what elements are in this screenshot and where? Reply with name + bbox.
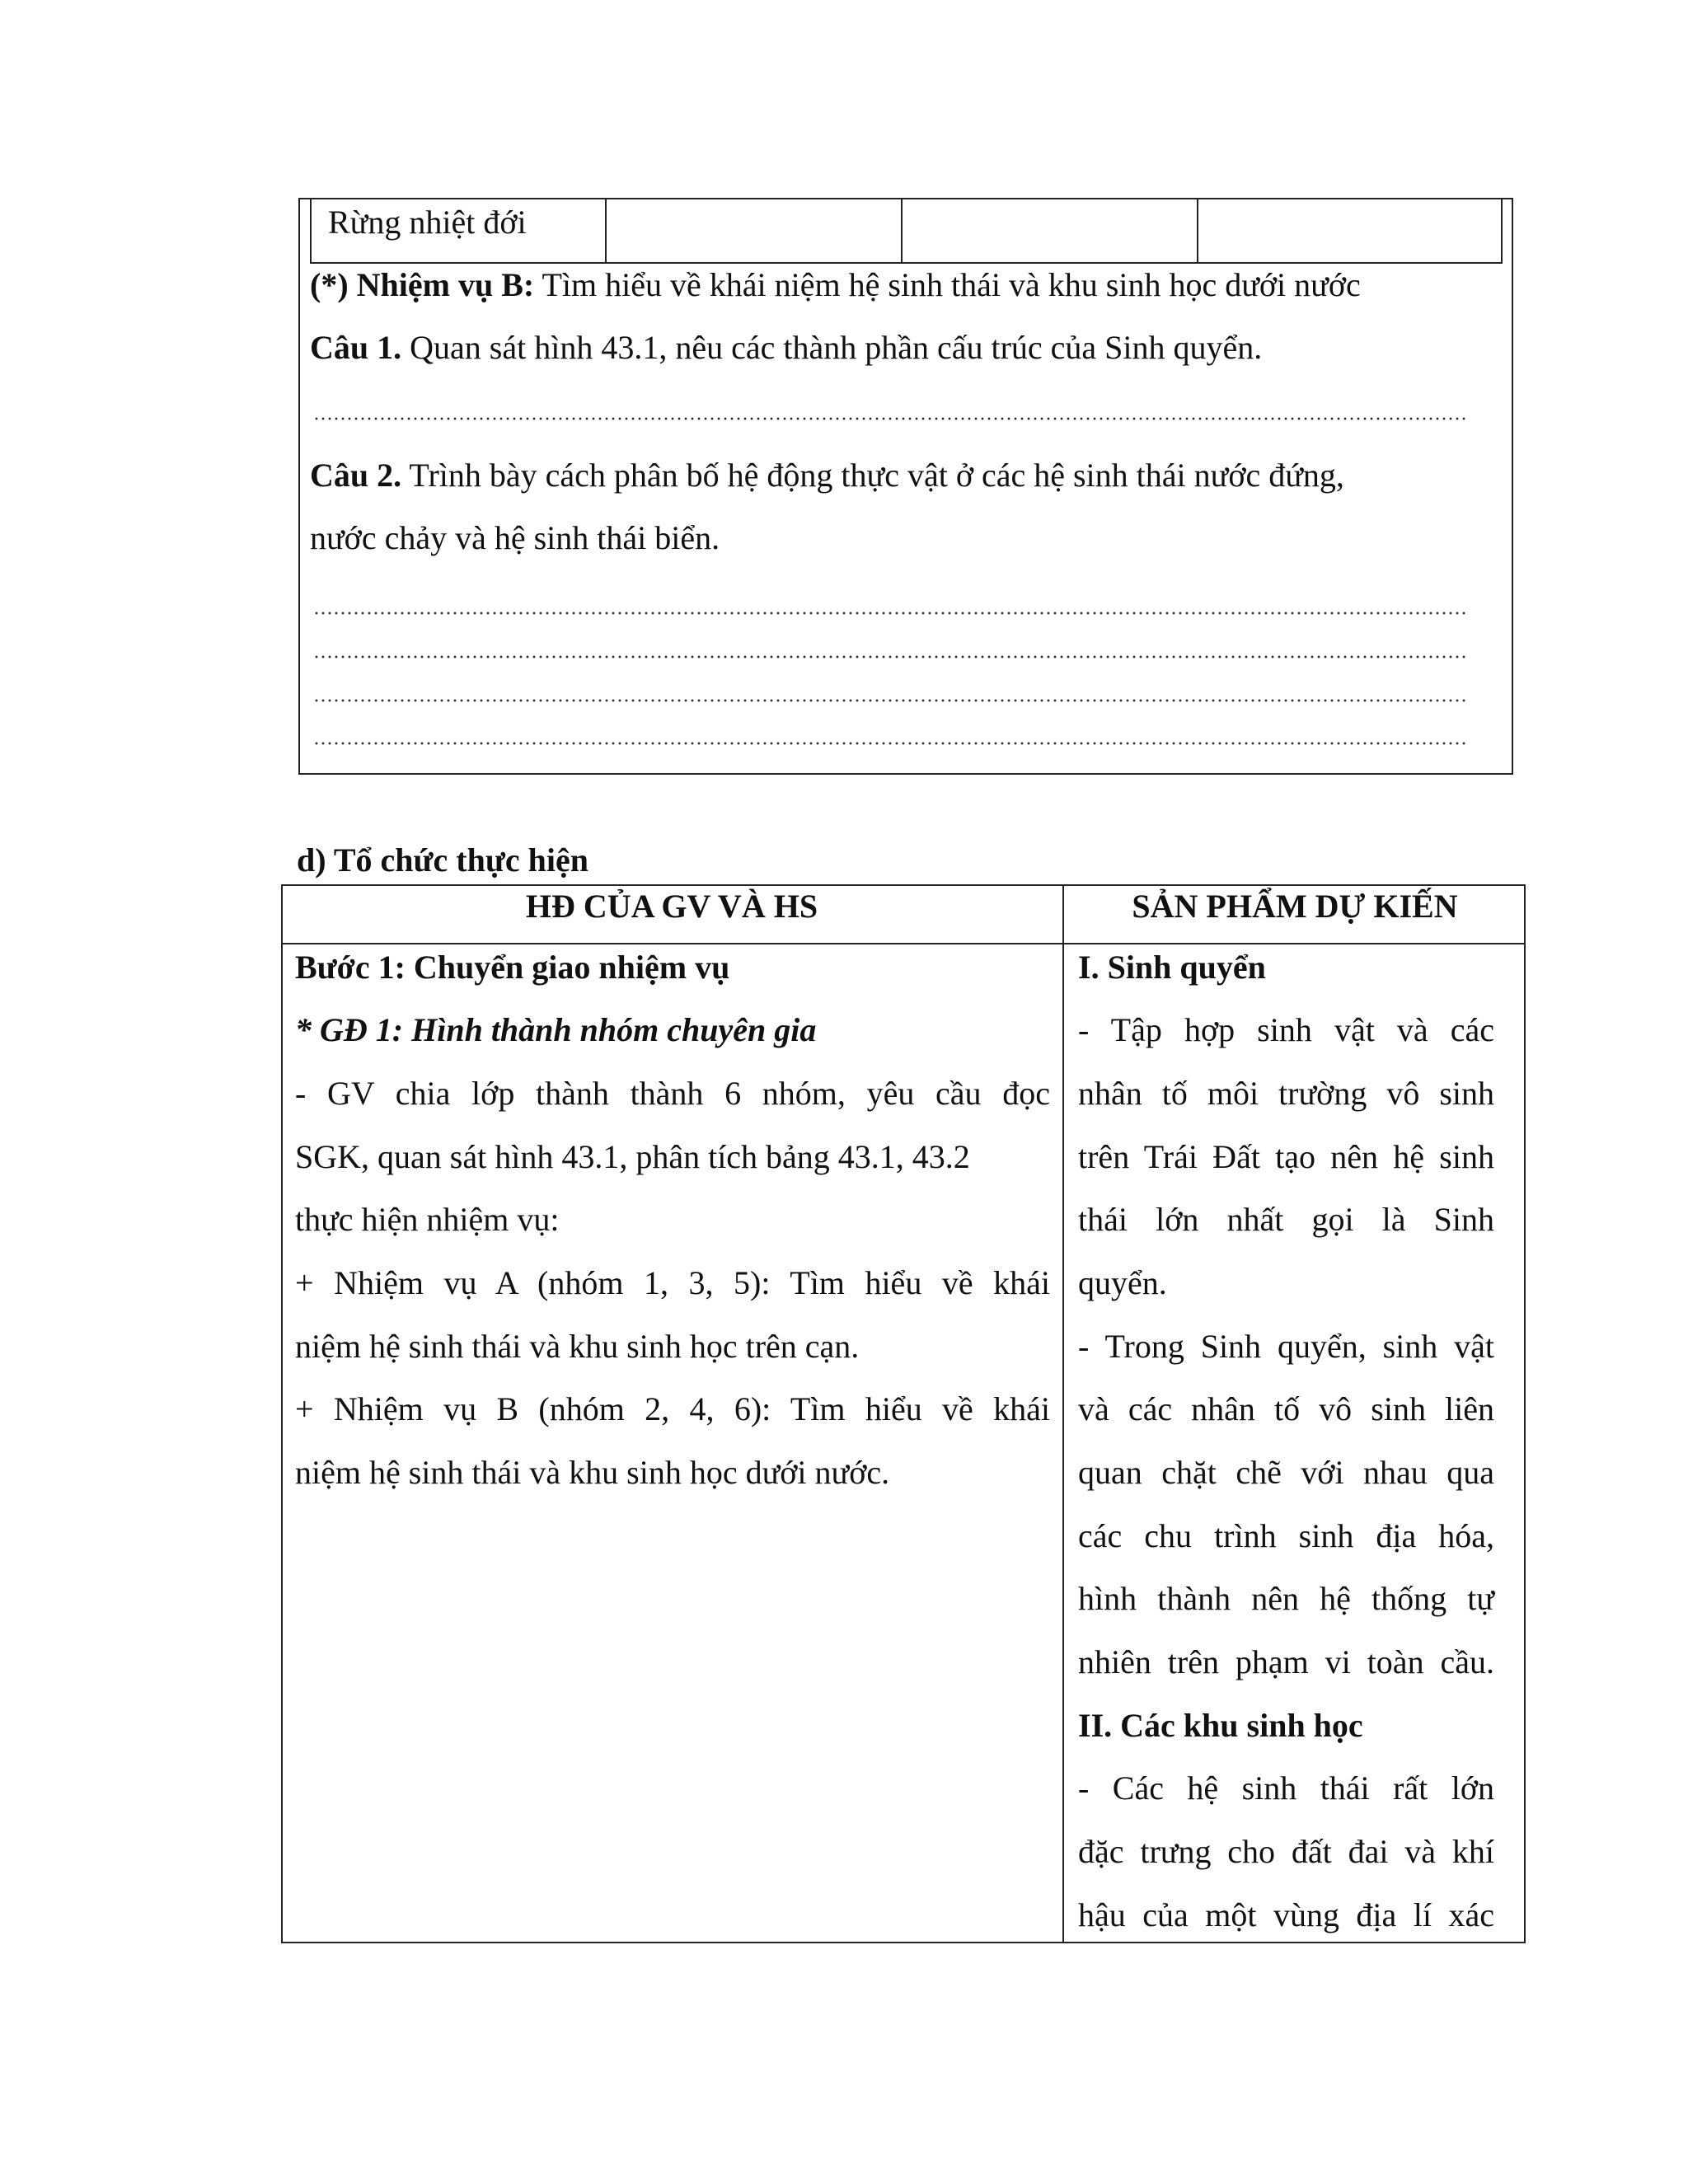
question2-text: Trình bày cách phân bố hệ động thực vật ở các hệ sinh thái nước đứng, bbox=[401, 457, 1344, 494]
forest-row-label: Rừng nhiệt đới bbox=[312, 198, 607, 262]
right-text-line: - Trong Sinh quyển, sinh vật bbox=[1078, 1328, 1494, 1365]
right-text-line: quan chặt chẽ với nhau qua bbox=[1078, 1454, 1494, 1491]
question1-line bbox=[310, 328, 1262, 368]
biomes-heading: II. Các khu sinh học bbox=[1078, 1707, 1363, 1744]
section-heading: d) Tổ chức thực hiện bbox=[297, 841, 588, 879]
forest-cell bbox=[607, 198, 903, 262]
left-text-line: thực hiện nhiệm vụ: bbox=[295, 1201, 560, 1238]
left-text-line: niệm hệ sinh thái và khu sinh học trên cạn. bbox=[295, 1328, 860, 1365]
right-text-line: thái lớn nhất gọi là Sinh bbox=[1078, 1201, 1494, 1238]
answer-dotted-line bbox=[313, 742, 1467, 745]
answer-dotted-line bbox=[313, 612, 1467, 615]
right-text-line: các chu trình sinh địa hóa, bbox=[1078, 1517, 1494, 1554]
question1-prefix: Câu 1. bbox=[310, 329, 402, 366]
forest-cell bbox=[1198, 198, 1501, 262]
header-divider bbox=[281, 943, 1526, 944]
header-expected-products: SẢN PHẨM DỰ KIẾN bbox=[1132, 888, 1458, 925]
right-text-line: nhân tố môi trường vô sinh bbox=[1078, 1075, 1494, 1112]
right-text-line: quyển. bbox=[1078, 1264, 1167, 1301]
task-b-prefix: (*) Nhiệm vụ B: bbox=[310, 266, 535, 303]
answer-dotted-line bbox=[313, 655, 1467, 658]
right-text-line: trên Trái Đất tạo nên hệ sinh bbox=[1078, 1138, 1494, 1175]
answer-dotted-line bbox=[313, 417, 1467, 420]
right-text-line: - Tập hợp sinh vật và các bbox=[1078, 1011, 1494, 1048]
biosphere-heading: I. Sinh quyển bbox=[1078, 949, 1266, 986]
question2-prefix: Câu 2. bbox=[310, 457, 402, 494]
right-text-line: - Các hệ sinh thái rất lớn bbox=[1078, 1769, 1494, 1807]
left-text-line: + Nhiệm vụ A (nhóm 1, 3, 5): Tìm hiểu về khái bbox=[295, 1264, 1050, 1301]
right-text-line: nhiên trên phạm vi toàn cầu. bbox=[1078, 1643, 1494, 1680]
header-activities: HĐ CỦA GV VÀ HS bbox=[525, 888, 818, 925]
question1-text: Quan sát hình 43.1, nêu các thành phần cấu trúc của Sinh quyển. bbox=[401, 329, 1263, 366]
task-b-line bbox=[310, 265, 1361, 305]
left-text-line: + Nhiệm vụ B (nhóm 2, 4, 6): Tìm hiểu về khái bbox=[295, 1390, 1050, 1427]
right-text-line: đặc trưng cho đất đai và khí bbox=[1078, 1833, 1494, 1870]
right-text-line: và các nhân tố vô sinh liên bbox=[1078, 1390, 1494, 1427]
left-text-line: SGK, quan sát hình 43.1, phân tích bảng 43.1, 43.2 bbox=[295, 1138, 970, 1175]
step1-heading: Bước 1: Chuyển giao nhiệm vụ bbox=[295, 949, 730, 986]
question2-line-2: nước chảy và hệ sinh thái biển. bbox=[310, 519, 720, 556]
phase1-heading: * GĐ 1: Hình thành nhóm chuyên gia bbox=[295, 1011, 817, 1048]
right-text-line: hậu của một vùng địa lí xác bbox=[1078, 1896, 1494, 1933]
left-text-line: niệm hệ sinh thái và khu sinh học dưới nước. bbox=[295, 1454, 890, 1491]
right-text-line: hình thành nên hệ thống tự bbox=[1078, 1580, 1494, 1617]
left-text-line: - GV chia lớp thành thành 6 nhóm, yêu cầu đọc bbox=[295, 1075, 1050, 1112]
task-b-text: Tìm hiểu về khái niệm hệ sinh thái và khu sinh học dưới nước bbox=[534, 266, 1361, 303]
forest-table-row bbox=[310, 198, 1503, 264]
column-divider bbox=[1062, 884, 1064, 1943]
answer-dotted-line bbox=[313, 699, 1467, 702]
forest-cell bbox=[903, 198, 1198, 262]
question2-line bbox=[310, 456, 1344, 495]
